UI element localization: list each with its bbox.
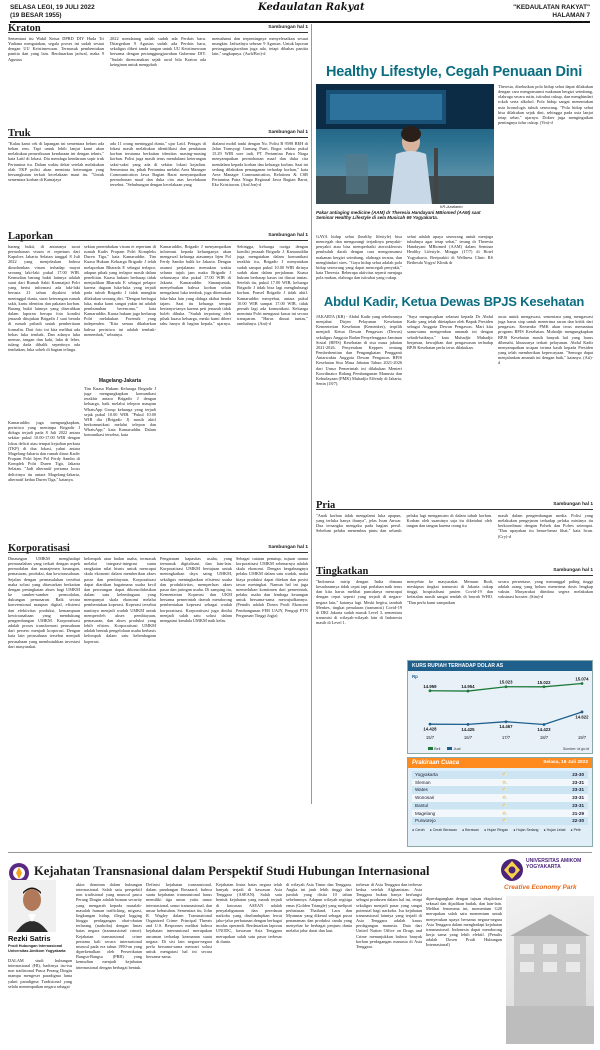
author-affiliation: Prodi Hubungan Internasional Universitas Amikom Yogyakarta: [8, 944, 66, 953]
weather-row: [412, 802, 588, 810]
weather-temp: 23-31: [572, 795, 584, 801]
partly-cloudy-icon: ⛅: [502, 787, 508, 793]
truk-col-2: ada 11 orang meninggal dunia," ujar Latif. Petugas di lokasi masih melakukan identifikasi dan pendataan korban terutama berkaitan identitas masing-masing korban. Polisi juga masih terus mendalami keterangan saksi-saksi yang ada di sekitar lokasi kejadian. Sementara itu, pihak Pertamina melalui Area Manager Communication Jawa Bagian Barat menyampaikan permohonan maaf dan duka cita atas kecelakaan tersebut. "Sehubungan dengan kecelakaan yang: [110, 141, 206, 188]
ad-tagline: Creative Economy Park: [504, 884, 577, 891]
tingkatkan-col-3: secara persentase, yang menunggal paling tinggi adalah orang yang belum menerima dosis lengkap vaksin. Masyarakat diimbau segera melakukan vaksinasi booster. (Sim)-d: [498, 579, 593, 600]
kurs-chart-box: [407, 660, 593, 754]
weather-row: [412, 786, 588, 794]
laporkan-col-1b: Kamaruddin juga mengungkapkan, peristiwa yang menimpa Brigadir J diduga terjadi pada 8 Juli 2022 antara sekitar pukul 10.00-17.00 WIB dengan lokus delicti atau tempat kejadian perkara (TKP) di dua lokasi, yakni antara Magelang-Jakarta dan rumah dinas Kadiv Propam Polri Irjen Pol Ferdy Sambo di Komplek Polri Duren Tiga, Jakarta Selatan. "Jadi alternatif pertama locus delictinya itu antara Magelang-Jakarta, alternatif kedua Duren Tiga," katanya.: [8, 420, 80, 482]
laporkan-col-3: Kamaruddin, Brigadir J menyampaikan informasi kepada keluarganya akan mengawal keluarga atasannya Irjen Pol Ferdy Sambo balik ke Jakarta. Dengan asumsi perjalanan memakan waktu selama tujuh jam maka Brigadir J seharusnya tiba pukul 17.00 WIB di Jakarta. Kamaruddin Simanjuntak, menyebutkan bahwa korban selain mengalami luka tembak, juga ditemukan luka-luka lain yang diduga akibat benda tajam. Saat itu keluarga sempat bertanya-tanya karena peti jenazah tidak boleh dibuka. "Sudah terpotong oleh pihak kuasa keluarga, meski kami diberi tahu hanya di bagian kepala," ujarnya. Sehingga, keluarga curiga dengan kondisi jenazah Brigadir J. Kamaruddin juga mengatakan dalam komunikasi terakhir itu, Brigadir J menyatakan sudah sampai pukul 10.00 WIB dirinya sudah akan dalam perjalanan. Kuasa hukum berharap kasus ini diusut tuntas. Setelah itu, pukul 17.00 WIB, keluarga Brigadir J tidak bisa lagi menghubungi korban. Ponsel Brigadir J tidak aktif. Kamaruddin menyebut, antara pukul 10.00 WIB sampai 17.00 WIB, tidak pernah lagi ada komunikasi. Keluarga meminta Polri mengusut kasus ini secara transparan. "Harus diusut tuntas," tambahnya. (Ant)-d: [160, 244, 308, 327]
kraton-continuation: Sambungan hal 1: [268, 25, 308, 30]
weather-city: Magelang: [415, 810, 436, 816]
ad-col-4: Kejahatan lintas batas negara telah banyak terjadi di kawasan Asia Tenggara (ASEAN). Salah satu bentuk kejahatan yang marak terjadi di kawasan ASEAN adalah penyalahgunaan dan peredaran narkoba yang diselundupkan lewat jalur-jalur perbatasan dengan berbagai modus operandi. Berdasarkan laporan UNODC, kawasan Asia Tenggara merupakan salah satu pasar terbesar di dunia.: [216, 882, 282, 944]
weather-city: Purworejo: [415, 818, 436, 824]
column-divider: [311, 24, 312, 804]
korporatisasi-col-1: Dinaungan UMKM menghadapi permasalahan yang terkait dengan aspek permodalan dan manajemen keuangan, pemasaran, produksi, dan kewirausahaan. Sejalan dengan permasalahan tersebut maka solusi yang ditawarkan berkaitan dengan peningkatan akses bagi UMKM ke sumber-sumber permodalan, dukungan pemasaran. Baik secara konvensional maupun digital, efisiensi dan efektivitas produksi, kemampuan kewirausahaan yang mendukung pengembangan UMKM. Korporatisasi adalah proses transformasi perusahaan dari persero menjadi korporasi. Dengan kata lain perusahaan tersebut menjadi perusahaan yang membutuhkan investasi dari masyarakat.: [8, 556, 80, 649]
weather-legend-item: ● Berawan: [462, 828, 479, 832]
health-caption: Pakar antiaging medicine (AAM) dr Theresia Handayani MBiomed (AAM) saat Seminar Healthy Lifestyle di sela Musicah 69 Yogyakarta.: [316, 210, 481, 221]
health-col-1: GAYA hidup sehat (healthy lifestyle) bisa mencegah dan mengurangi terjadinya penyakit-penyakit atau bisa memperbaiki aterosklerosis pembuluh darah dengan cara mengonsumsi makanan bergizi seimbang, olahraga teratur, dan menghindari stres. "Gaya hidup sehat adalah pola hidup seseorang yang dapat mencegah penyakit," kata Theresia. Beberapa aktivitas seperti menjaga pola makan, olahraga dan istirahat yang cukup.: [316, 234, 402, 281]
bpjs-headline: Abdul Kadir, Ketua Dewas BPJS Kesehatan: [323, 294, 585, 309]
kurs-line-chart: [408, 671, 594, 755]
tingkatkan-col-2: menyebar ke masyarakat. Menurut Budi, meskipun tingkat transmisi di Jakarta cukup tinggi, hospitalisasi pasien Covid-19 dan kefatalan masih sangat rendah di bawah WHO. "Dan perlu kami sampaikan: [407, 579, 493, 605]
weather-temp: 23-31: [572, 779, 584, 785]
weather-date: Selasa, 19 Juli 2022: [543, 760, 588, 765]
kurs-buy-value-label: 15.023: [499, 679, 513, 685]
weather-temp: 23-31: [572, 802, 584, 808]
korporatisasi-col-2: kelompok atau badan usaha, termasuk melalui integrasi-integrasi suatu rangkaian nilai bisnis untuk mencapai skala ekonomi dalam memberikan akses pasar dan pembiayaan. Korporatisasi dapat diartikan bagaimana usaha kecil dan perorangan dapat dikonsolidasikan dalam satu kelembagaan yang mempunyai skala ekonomi melalui pembentukan koperasi. Koperasi tersebut nantinya menjadi wadah UMKM untuk memperoleh akses pembiayaan, pemasaran, dan akses produksi yang lebih efisien. Korporatisasi UMKM adalah bentuk pengelolaan usaha berbasis kelompok dalam satu kelembagaan koperasi.: [84, 556, 156, 644]
weather-legend-item: ● Hujan Ringan: [483, 828, 509, 832]
ad-headline: Kejahatan Transnasional dalam Perspektif Studi Hubungan Internasional: [34, 864, 430, 878]
kurs-sell-value-label: 14.423: [537, 726, 551, 732]
partly-cloudy-icon: ⛅: [502, 779, 508, 785]
author-portrait-illustration: [8, 880, 56, 932]
health-col-2: sehat adalah upaya seseorang untuk menjaga tubuhnya agar tetap sehat," terang dr Theresia Handayani MBiomed (AAM) dalam Seminar Healthy Lifestyle, Minggu (17/7) di Hotel Yogyakarta. Beriprakiti di Wellness Clinic RS Bethesda Yogya/ Klinik dr: [407, 234, 493, 265]
page-number: HALAMAN 7: [552, 11, 590, 19]
laporkan-continuation: Sambungan hal 1: [268, 233, 308, 238]
laporkan-col-1: barang bukti, di antaranya surat permohonan visum et repertum dari Kapolres Jakarta Selatan tanggal 8 Juli 2022 yang menjelaskan bahwa dimohonkan visum terhadap mayat seorang laki-laki pukul 17.00 WIB. Kemudian barang bukti lainnya adalah surat dari Rumah Sakit Kramatjati Polri yang berisi informasi ada laki-laki berusia 21 tahun diyakini telah meninggal dunia, surat keterangan rumah sakit, kartu identitas dan pakaian korban. Barang bukti lainnya yang diserahkan dalam laporan berupa foto kondisi jenazah ditujukan Brigadir J saat berada di rumah pribadi untuk pemberitaan formalin. Dari foto ini kita melihat ada bekas luka tembak. Dan adanya luka memar, tangan dan kaki, luka di leher, tulang dada dibalik sepertinya ada tembakan, luka sobek di bagian telinga.: [8, 244, 80, 353]
masthead-logo: Kedaulatan Rakyat: [258, 2, 365, 13]
partly-cloudy-icon: ⛅: [502, 818, 508, 824]
kurs-legend-sell: Jual: [453, 747, 461, 751]
weather-temp: 21-29: [572, 810, 584, 816]
ad-col-6: terbesar di Asia Tenggara dan terbesar kedua setelah Afghanistan. Asia Tenggara bukan hanya berfungsi sebagai produsen dalam hal ini, tetapi sekaligus menjadi pasar yang sangat potensial bagi narkoba. Isu kejahatan transnasional lainnya yang terjadi di Asia Tenggara adalah kasus perdagangan manusia. Data dari United Nation Office on Drugs and Crime menunjukkan bahwa banyak korban perdagangan manusia di Asia Tenggara.: [356, 882, 422, 949]
kraton-col-1: Sementara itu Wakil Ketua DPRD DIY Huda Tri Yudiana mengatakan, segala proses ini sudah sesuai dengan UU Keistimewaan. Termasuk pembentukan panitia dan yang lain. Berdasarkan jadwal, maka 9 Agustus: [8, 36, 104, 62]
korporatisasi-continuation: Sambungan hal 1: [268, 545, 308, 550]
health-col-3: Theresia, disebutkan pola hidup sehat dapat dilakukan dengan cara mengonsumsi makanan bergizi seimbang, olahraga secara rutin, istirahat cukup, dan menghindari rokok serta alkohol. Pola hidup sangat menentukan usia kronologis tubuh seseorang. "Pola hidup sehat bisa dilakukan sejak dini, sehingga pada usia lanjut tetap sehat," ujarnya. Dokter juga mengingatkan pentingnya tidur cukup. (Vin)-d: [498, 84, 593, 126]
weather-legend-item: ● Cerah: [412, 828, 425, 832]
pria-title: Pria: [316, 500, 336, 511]
kraton-col-3: memahami dan terpentingnya menyelesaikan sesuai mungkin. Jadwalnya sebesar 9 Agustus. Untuk laporan pertanggungjawaban juga ada, tetapi dibahas panitia lain," ungkapnya. (Awh/Bro)-d: [212, 36, 308, 57]
kurs-legend-sell-swatch: [447, 747, 452, 750]
korporatisasi-col-4: Sebagai catatan penutup, tujuan utama korporatisasi UMKM sebenarnya adalah skala ekonomi. Dengan bergabungnya pelaku UMKM dalam satu wadah, maka biaya produksi dapat ditekan dan posisi tawar meningkat. Namun hal ini juga memerlukan komitmen dari pemerintah, pelaku usaha dan lembaga keuangan untuk bersama-sama mewujudkannya. (Penulis adalah Dosen Prodi Ekonomi Pembangunan FEB UAJY, Penguji PTN Perguruan Tinggi Jogja): [236, 556, 308, 618]
kurs-sell-point: [505, 720, 508, 723]
weather-city: Sleman: [415, 779, 431, 785]
ad-graphic: [506, 896, 594, 1044]
weather-table: [412, 771, 588, 825]
javanese-year: (19 BESAR 1955): [10, 11, 62, 19]
weather-header: [408, 758, 592, 768]
korporatisasi-title: Korporatisasi: [8, 543, 70, 554]
kurs-sell-point: [429, 723, 432, 726]
ad-col-1: DALAM studi hubungan internasional (HI), hadirnya isu-isu non tradisional Pasca Perang Dingin mampu mengeser paradigma lama yakni paradigma Tradisional yang selalu menempatkan negara sebagai: [8, 958, 72, 989]
truk-continuation: Sambungan hal 1: [268, 130, 308, 135]
pria-section-header: [316, 501, 593, 510]
laporkan-title: Laporkan: [8, 231, 53, 242]
pria-col-1: "Anak korban tidak mengalami luka apapun, yang terluka hanya ibunya", jelas Iwan Anwar. Dua tersangka mengaku pada bagian persil. Sebelum pelaku menembus pintu dan seluruh pelaku lagi mengancam di dalam tubuh korban. Korban oleh suaminya saja itu diketahui oleh tangan dan tangan karena orang itu: [316, 513, 492, 534]
kurs-date-tick: 15/7: [425, 735, 435, 740]
kurs-date-tick: 16/7: [463, 735, 473, 740]
kurs-source: Sumber: bi.go.id: [562, 747, 589, 751]
health-photo-illustration: [316, 84, 494, 204]
paper-name: "KEDAULATAN RAKYAT": [513, 4, 590, 11]
ad-col-5: di wilayah Asia Timur dan Tenggara. Angka ini jauh lebih tinggi dari jumlah yang disita 10 tahun sebelumnya. Adapun wilayah segitiga emas (Golden Triangle) yang meliputi perbatasan Thailand, Laos dan Myanmar yang dikenal sebagai pusat penanaman dan produksi candu yang menyebar ke berbagai penjuru dunia melalui jalur darat dan laut.: [286, 882, 352, 934]
author-name: Rezki Satris: [8, 934, 51, 943]
korporatisasi-col-3: Pengaturan kapasitas usaha, yang termasuk digitalisasi, dan lain-lain. Korporatisasi UMKM bertujuan untuk meningkatkan daya saing UMKM, sekaligus meningkatkan efisiensi usaha dan produktivitas, memperluas akses pasar dan jaringan usaha. Di samping itu, Kementerian Koperasi dan UKM bersama pemerintah daerah mendorong pembentukan koperasi sebagai wadah korporatisasi. Korporatisasi juga dinilai menjadi salah satu solusi dalam mengatasi kendala UMKM naik kelas.: [160, 556, 232, 623]
weather-city: Wates: [415, 787, 428, 793]
ad-university-name: UNIVERSITAS AMIKOM YOGYAKARTA: [526, 858, 582, 870]
tingkatkan-continuation: Sambungan hal 1: [553, 568, 593, 573]
kurs-sell-value-label: 14.622: [575, 714, 589, 720]
kurs-buy-value-label: 14.954: [461, 684, 475, 690]
ad-col-2: aktor dominan dalam hubungan internasional. Salah satu perspektif non tradisional yang muncul pasca Perang Dingin adalah human security yang mengarah kepada masalah-masalah human trafficking, migrasi, lingkungan hidup, illegal logging hingga perdagangan obat-obatan terlarang (narkoba) dengan lintas batas negara (transnasional crime). Kejahatan transnasional crime pertama kali secara internasional muncul pada era tahun 1990-an yang diperkenalkan oleh Perserikatan Bangsa-Bangsa (PBB) yang kemudian menjadi kejahatan internasional dengan berbagai bentuk.: [76, 882, 142, 970]
kurs-date-tick: 19/7: [577, 735, 587, 740]
korporatisasi-section-header: [8, 544, 308, 553]
kurs-date-tick: 17/7: [501, 735, 511, 740]
health-headline: Healthy Lifestyle, Cegah Penuaan Dini: [325, 64, 583, 80]
weather-box: [407, 757, 593, 847]
truk-section-header: [8, 129, 308, 138]
health-photo: [316, 84, 494, 204]
amikom-logo-icon: [500, 858, 524, 882]
kurs-legend-buy-swatch: [428, 747, 433, 750]
kraton-section-header: [8, 24, 308, 33]
tingkatkan-col-1: "Indonesia mirip dengan India dimana kesadarannya tidak cepat tapi perlahan naik terus dan kita harus melihat puncaknya mencapai dengan cepat seperti yang terjadi di negara-negara lain," katanya lagi. Meski begitu, tambah Menkes, tingkat penularan (transmisi) Covid-19 di DKI Jakarta sudah masuk Level 3, sementara transmisi di wilayah-wilayah lain di Indonesia masih di Level 1.: [316, 579, 402, 626]
weather-legend: [412, 828, 588, 846]
weather-row: [412, 817, 588, 825]
kurs-buy-value-label: 15.074: [575, 676, 589, 682]
kurs-date-tick: 18/7: [539, 735, 549, 740]
weather-legend-item: ● Hujan Sedang: [513, 828, 539, 832]
laporkan-col-2b: Tim Kuasa Hukum Keluarga Brigadir J juga mengungkapkan komunikasi terakhir antara Brigadir J dengan keluarga, baik melalui telepon maupun WhatsApp Group keluarga yang terjadi sejak pukul 10.00 WIB. "Pukul 10.00 WIB dia (Brigadir J) masih aktif berkomunikasi melalui telepon dan WhatsApp," kata Kamaruddin. Dalam komunikasi tersebut, kata: [84, 386, 156, 438]
kraton-title: Kraton: [8, 23, 41, 34]
weather-legend-item: ● Cerah Berawan: [429, 828, 458, 832]
tingkatkan-section-header: [316, 567, 593, 576]
weather-city: Bantul: [415, 802, 429, 808]
bpjs-col-2: "Saya mengucapkan selamat kepada Dr Abdul Kadir yang telah ditetapkan oleh Bapak Presiden sebagai Anggota Dewan Pengawas. Mari kita sama-sama mengemban amanah ini dengan sebaik-baiknya," kata Muhadjir. Muhadjir berpesan, kewajiban dari pengawasan terhadap BPJS Kesehatan perlu terus dilakukan.: [407, 314, 493, 350]
ad-col-7: diperdagangkan dengan tujuan eksploitasi seksual dan dijadikan budak, dan lain-lain. Melihat fenomena ini, momentum G20 merupakan salah satu momentum untuk menyerukan upaya bersama negara-negara Asia Tenggara dalam menghadapi kejahatan transnasional. Indonesia dapat mendorong kerja sama yang lebih efektif. (Penulis adalah Dosen Prodi Hubungan Internasional): [426, 896, 502, 948]
weather-row: [412, 794, 588, 802]
bpjs-col-3: awas untuk mengawasi, sementara yang mengawasi juga harus siap untuk menerima saran dan kritik dari pengawas. Kemenko PMK akan terus memantau program BPJS Kesehatan. Muhadjir mengungkapkan BPJS Kesehatan masih banyak hal yang harus dibenahi, khususnya terkait pelayanan. Abdul Kadir menyampaikan ucapan terima kasih kepada Presiden yang telah memberikan kepercayaan. "Semoga dapat menjalankan amanah ini dengan baik," katanya. (Ati)-d: [498, 314, 593, 366]
kurs-sell-value-label: 14.425: [461, 726, 475, 732]
partly-cloudy-icon: ⛅: [502, 802, 508, 808]
laporkan-subhead: Magelang-Jakarta: [98, 378, 142, 384]
truk-col-1: "Kalau kami cek di lapangan ini sementara belum ada beban rem. Tapi untuk lebih lanjut kami akan melakukan pemeriksaan kendaraan ini dengan teknis," kata Latif di lokasi. Dia menduga kendaraan sopir truk Pertamina itu. Dalam waktu dekat setelah melakukan olah TKP polisi akan meminta keterangan yang bersangkutan terkait kecelakaan maut itu. "Untuk sementara korban di Kamajaya: [8, 141, 104, 183]
weather-row: [412, 771, 588, 779]
laporkan-section-header: [8, 232, 308, 241]
author-photo: [8, 880, 56, 932]
weather-temp: 23-30: [572, 772, 584, 777]
kurs-buy-point: [467, 690, 470, 693]
weather-legend-item: ● Hujan Lebat: [543, 828, 566, 832]
truk-title: Truk: [8, 128, 31, 139]
kurs-sell-point: [467, 723, 470, 726]
creative-economy-park-illustration: [506, 896, 594, 1044]
partly-cloudy-icon: ⛅: [502, 795, 508, 801]
kraton-col-2: 2022 mendatang sudah sudah ada Perdais baru. Ditargetkan 9 Agustus sudah ada Perdais baru, sekaligus diberi tanda tangan untuk UU Keistimewaan bersama dengan pertanggungjawaban Gubernur DIY. "Sudah direncanakan sejak awal bila Kraton ada keinginan untuk mengubah: [110, 36, 206, 67]
kurs-buy-point: [429, 689, 432, 692]
kurs-buy-point: [543, 685, 546, 688]
partly-cloudy-icon: ⛅: [502, 810, 508, 816]
ad-top-rule: [8, 852, 592, 853]
kurs-sell-value-label: 14.428: [423, 726, 437, 732]
kurs-unit: Rp: [412, 674, 418, 679]
issue-date: SELASA LEGI, 19 JULI 2022: [10, 4, 95, 11]
weather-city: Yogyakarta: [415, 772, 438, 777]
kurs-sell-value-label: 14.467: [499, 724, 513, 730]
health-photo-credit: KR-Juwitanto: [440, 205, 463, 209]
weather-row: [412, 810, 588, 818]
tingkatkan-title: Tingkatkan: [316, 566, 369, 577]
weather-legend-item: ● Petir: [570, 828, 581, 832]
kurs-buy-value-label: 15.022: [537, 679, 551, 685]
kurs-legend: [428, 747, 461, 751]
pria-col-2: masih dalam pengembangan media. Polisi yang melakukan pengejaran terhadap pelaku mistinya itu berkoordinasi dengan Polsek dan Polres setempat. "Dan upayakan itu benar-benar lihat," kata Iwan. (Cry)-d: [498, 513, 593, 539]
masthead-rule: [10, 21, 590, 23]
truk-col-3: dialami mobil tanki dengan No. Polisi B 9598 BEH di Jalan Transyogi Gunung Putri, Bogor sekitar pukul 15.29 WIB sore tadi, PT Pertamina Patra Niaga menyampaikan permohonan maaf dan duka cita mendalam kepada korban dan keluarga korban. Saat ini sedang dilakukan penanganan terhadap korban," kata Area Manager Communication, Relations & CSR Pertamina Patra Niaga Regional Jawa Bagian Barat, Eko Kristiawan. (Ant/Jon)-d: [212, 141, 308, 188]
weather-title: Prakiraan Cuaca: [412, 760, 460, 766]
weather-temp: 23-31: [572, 787, 584, 793]
weather-city: Wonosari: [415, 795, 435, 801]
pria-continuation: Sambungan hal 1: [553, 502, 593, 507]
bpjs-col-1: JAKARTA (KR) - Abdul Kadir yang sebelumnya menjabat Dirjen Pelayanan Kesehatan Kementerian Kesehatan (Kemenkes), terpilih menjadi Ketua Dewan Pengawas (Dewas) sekaligus Anggota Badan Penyelenggara Jaminan Sosial (BPJS) Kesehatan di sisa masa jabatan 2021-2026. Penyerahan Keppres tentang Pemberhentian dan Pengangkatan Pengganti Antarwaktu Anggota Dewan Pengawas BPJS Kesehatan Sisa Masa Jabatan Tahun 2021-2026 dari Unsur Pemerintah ini dilakukan Menteri Koordinator Bidang Pembangunan Manusia dan Kebudayaan (PMK) Muhadjir Effendy di Jakarta, Senin (18/7).: [316, 314, 402, 387]
kurs-legend-buy: Beli: [434, 747, 441, 751]
kurs-buy-value-label: 14.959: [423, 683, 437, 689]
laporkan-col-2: sekian penembakan visum et repertum di rumah Kadiv Propam Polri Kompleks Duren Tiga," kata Kamaruddin. Tim Kuasa Hukum Keluarga Brigadir J telah melaporkan Bharada E sebagai terlapor, adapun pihak yang terlapor masih dalam penelitian. Kuasa hukum berharap tidak menjadikan Bharada E sebagai pelapor karena dugaan luka-luka yang terjadi pada tubuh Brigadir J tidak mungkin dilakukan seorang diri. "Dengan berbagai luka, maka kami sangat yakin ini adalah pembunuhan berencana," kata Kamaruddin. Kuasa hukum juga berharap Polri melakukan Forensik yang independen. "Kita semua dikabarkan bahwa peristiwa ini adalah tembak-menembak," sebutnya.: [84, 244, 156, 337]
weather-row: [412, 779, 588, 787]
kurs-buy-point: [505, 685, 508, 688]
weather-temp: 22-30: [572, 818, 584, 824]
kurs-buy-point: [581, 682, 584, 685]
partly-cloudy-icon: ⛅: [502, 772, 508, 777]
kurs-title: KURS RUPIAH TERHADAP DOLAR AS: [408, 661, 592, 671]
ad-col-3: Definisi kejahatan transnasional, dalam pandangan Bossaard, bahwa suatu kejahatan transnasional harus memiliki tiga unsur yaitu unsur internasional, unsur transnasional, dan unsur kebutuhan. Sementara itu, John R. Wagley dalam Transnational Organized Crime: Principal Threats and U.S. Responses melihat bahwa kejahatan internasional merupakan ancaman terhadap keamanan suatu negara. Di sisi lain negara-negara perlu bersama-sama mencari solusi untuk mengatasi hal ini secara bersama-sama.: [146, 882, 212, 960]
kurs-sell-point: [581, 711, 584, 714]
kurs-sell-point: [543, 723, 546, 726]
